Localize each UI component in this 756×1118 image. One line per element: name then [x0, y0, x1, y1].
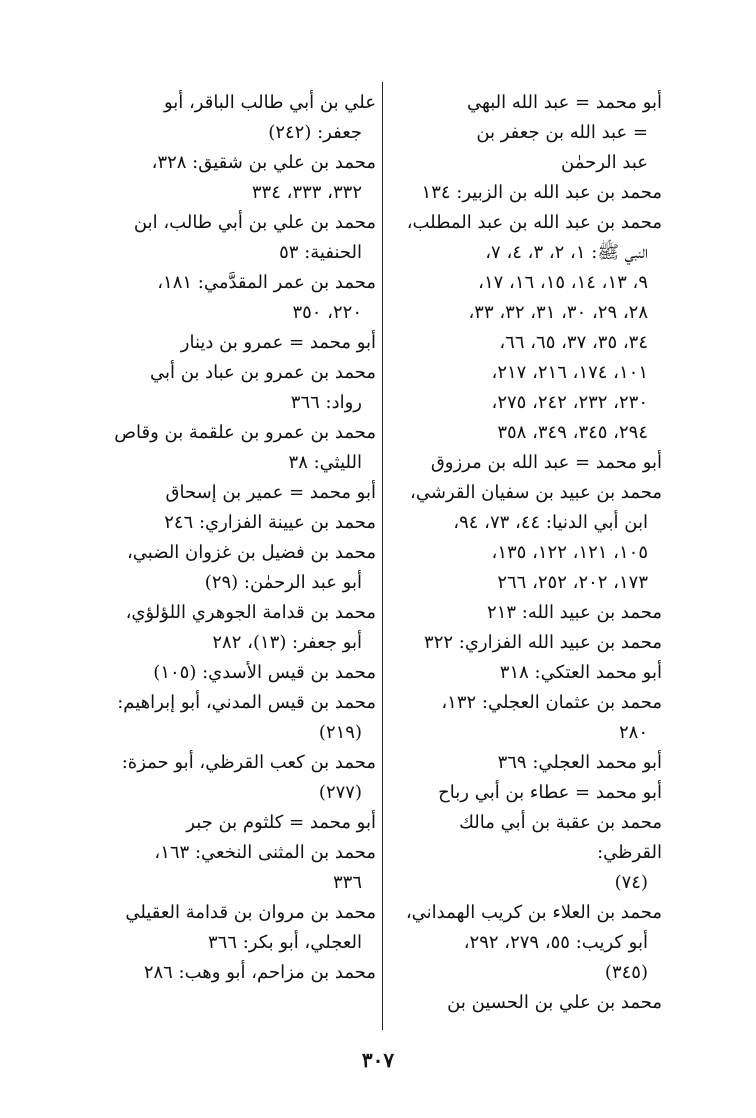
entry-heading: محمد بن عبيد بن سفيان القرشي،: [410, 482, 662, 503]
entry-continuation: ٣٣٢، ٣٣٣، ٣٣٤: [251, 182, 362, 203]
index-entry: [108, 898, 376, 958]
entry-continuation: ١٠٥، ١٢١، ١٢٢، ١٣٥،: [491, 542, 648, 563]
entry-continuation: النبي ﷺ: ١، ٢، ٣، ٤، ٧،: [485, 242, 648, 263]
index-entry: [108, 358, 376, 418]
index-entry: [392, 808, 662, 898]
index-entry: [392, 478, 662, 598]
index-entry: [392, 988, 662, 1018]
entry-heading: محمد بن مروان بن قدامة العقيلي: [125, 902, 376, 923]
entry-continuation: (٢١٩): [318, 722, 362, 743]
index-entry: [108, 508, 376, 538]
index-entry: [108, 478, 376, 508]
entry-heading: محمد بن عبد الله بن الزبير: ١٣٤: [421, 182, 662, 203]
entry-continuation: الحنفية: ٥٣: [279, 242, 362, 263]
entry-continuation: رواد: ٣٦٦: [290, 392, 362, 413]
entry-heading: أبو محمد = عبد الله بن مرزوق: [430, 452, 662, 473]
index-entry: [392, 628, 662, 658]
entry-heading: أبو محمد = كلثوم بن جبر: [186, 812, 376, 833]
entry-continuation: عبد الرحمٰن: [561, 152, 648, 173]
entry-heading: محمد بن علي بن الحسين بن: [447, 992, 662, 1013]
index-column-left: [108, 88, 376, 988]
entry-heading: أبو محمد = عبد الله البهي: [466, 92, 662, 113]
entry-heading: محمد بن المثنى النخعي: ١٦٣،: [154, 842, 376, 863]
entry-heading: محمد بن عبيد الله: ٢١٣: [487, 602, 662, 623]
index-entry: [108, 748, 376, 808]
entry-heading: محمد بن علي بن شقيق: ٣٢٨،: [151, 152, 376, 173]
entry-continuation: = عبد الله بن جعفر بن: [476, 122, 648, 143]
index-entry: [108, 658, 376, 688]
index-entry: [108, 688, 376, 748]
index-entry: [392, 778, 662, 808]
entry-heading: محمد بن عمرو بن علقمة بن وقاص: [114, 422, 376, 443]
entry-continuation: ١٧٣، ٢٠٢، ٢٥٢، ٢٦٦: [497, 572, 648, 593]
entry-continuation: ٢٣٠، ٢٣٢، ٢٤٢، ٢٧٥،: [491, 392, 648, 413]
index-entry: [108, 208, 376, 268]
index-entry: [392, 208, 662, 448]
index-entry: [392, 898, 662, 988]
index-entry: [108, 328, 376, 358]
entry-heading: أبو محمد = عطاء بن أبي رباح: [438, 782, 662, 803]
index-entry: [392, 88, 662, 178]
index-entry: [392, 688, 662, 748]
entry-heading: محمد بن عبد الله بن عبد المطلب،: [406, 212, 662, 233]
index-entry: [108, 958, 376, 988]
entry-continuation: (٢٧٧): [318, 782, 362, 803]
entry-continuation: ٢٢٠، ٣٥٠: [292, 302, 362, 323]
entry-continuation: ابن أبي الدنيا: ٤٤، ٧٣، ٩٤،: [453, 512, 648, 533]
entry-heading: أبو محمد العتكي: ٣١٨: [499, 662, 662, 683]
entry-continuation: ١٠١، ١٧٤، ٢١٦، ٢١٧،: [491, 362, 648, 383]
entry-heading: محمد بن فضيل بن غزوان الضبي،: [126, 542, 376, 563]
entry-continuation: ٣٤، ٣٥، ٣٧، ٦٥، ٦٦،: [499, 332, 648, 353]
entry-heading: محمد بن قدامة الجوهري اللؤلؤي،: [125, 602, 376, 623]
index-entry: [392, 448, 662, 478]
index-entry: [108, 88, 376, 148]
entry-heading: علي بن أبي طالب الباقر، أبو: [163, 92, 376, 113]
entry-heading: محمد بن عمر المقدَّمي: ١٨١،: [157, 272, 376, 293]
entry-heading: محمد بن علي بن أبي طالب، ابن: [133, 212, 376, 233]
entry-continuation: ٢٩٤، ٣٤٥، ٣٤٩، ٣٥٨: [497, 422, 648, 443]
entry-heading: محمد بن عبيد الله الفزاري: ٣٢٢: [424, 632, 662, 653]
index-entry: [108, 538, 376, 598]
entry-heading: محمد بن قيس المدني، أبو إبراهيم:: [117, 692, 376, 713]
entry-continuation: أبو جعفر: (١٣)، ٢٨٢: [212, 632, 362, 653]
entry-continuation: أبو عبد الرحمٰن: (٢٩): [204, 572, 362, 593]
entry-heading: محمد بن عيينة الفزاري: ٢٤٦: [164, 512, 376, 533]
index-column-right: [392, 88, 662, 1018]
index-entry: [108, 148, 376, 208]
entry-heading: محمد بن عقبة بن أبي مالك القرظي:: [459, 812, 662, 863]
index-entry: [108, 838, 376, 898]
index-entry: [108, 808, 376, 838]
entry-continuation: أبو كريب: ٥٥، ٢٧٩، ٢٩٢،: [463, 932, 648, 953]
index-entry: [108, 268, 376, 328]
column-divider: [382, 82, 383, 1030]
entry-heading: محمد بن العلاء بن كريب الهمداني،: [405, 902, 662, 923]
page-number: ٣٠٧: [361, 1048, 395, 1072]
index-entry: [108, 598, 376, 658]
entry-continuation: جعفر: (٢٤٢): [268, 122, 362, 143]
entry-heading: أبو محمد = عمير بن إسحاق: [165, 482, 376, 503]
entry-heading: محمد بن عثمان العجلي: ١٣٢،: [441, 692, 662, 713]
entry-heading: محمد بن كعب القرظي، أبو حمزة:: [121, 752, 376, 773]
entry-continuation: ٢٨، ٢٩، ٣٠، ٣١، ٣٢، ٣٣،: [468, 302, 648, 323]
entry-heading: أبو محمد = عمرو بن دينار: [180, 332, 376, 353]
index-entry: [392, 178, 662, 208]
index-entry: [392, 748, 662, 778]
entry-heading: أبو محمد العجلي: ٣٦٩: [497, 752, 662, 773]
entry-continuation: العجلي، أبو بكر: ٣٦٦: [208, 932, 362, 953]
entry-continuation: ٩، ١٣، ١٤، ١٥، ١٦، ١٧،: [478, 272, 648, 293]
entry-continuation: الليثي: ٣٨: [288, 452, 362, 473]
index-entry: [392, 658, 662, 688]
entry-heading: محمد بن عمرو بن عباد بن أبي: [149, 362, 376, 383]
index-entry: [108, 418, 376, 478]
entry-heading: محمد بن مزاحم، أبو وهب: ٢٨٦: [143, 962, 376, 983]
entry-continuation: (٣٤٥): [604, 962, 648, 983]
entry-continuation: ٣٣٦: [332, 872, 362, 893]
entry-continuation: (٧٤): [614, 872, 648, 893]
entry-continuation: ٢٨٠: [618, 722, 648, 743]
entry-heading: محمد بن قيس الأسدي: (١٠٥): [153, 662, 376, 683]
index-entry: [392, 598, 662, 628]
